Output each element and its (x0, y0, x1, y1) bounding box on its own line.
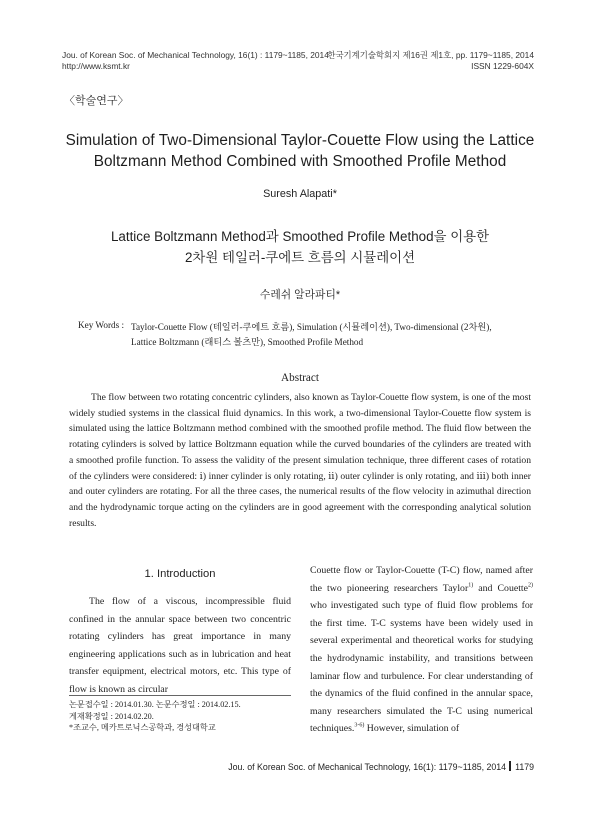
body-text: who investigated such type of fluid flow problems for the first time. T-C systems have been widely used in several experimental and theoretical works for studying the hydrodynamic instability, and transitions between laminar flow and turbulence. For clear understanding of the dynamics of the fluid confined in the annular space, many researchers simulated the T-C using numerical techniques. (310, 600, 533, 735)
journal-url[interactable]: http://www.ksmt.kr (62, 61, 130, 71)
footnotes (69, 699, 309, 734)
reference-citation[interactable]: 2) (528, 582, 533, 589)
running-header-left (62, 50, 329, 72)
page-number: 1179 (515, 762, 534, 772)
keywords-list (131, 320, 531, 350)
section-tag: 〈학술연구〉 (64, 95, 129, 107)
footer-journal: Jou. of Korean Soc. of Mechanical Technology, 16(1): 1179~1185, 2014 (228, 762, 507, 772)
reference-citation[interactable]: 3-6) (354, 723, 365, 730)
footnote-divider (69, 695, 291, 696)
footer-separator (509, 761, 511, 771)
paper-title-korean (50, 226, 550, 268)
author-english (0, 188, 600, 200)
introduction-paragraph-left: The flow of a viscous, incompressible fluid confined in the annular space between two concentric rotating cylinders has great importance in many engineering applications such as in lubrication and heat transfer equipment, electrical motors, etc. This type of flow is known as circular (69, 596, 291, 695)
reference-citation[interactable]: 1) (468, 582, 474, 589)
footnote-affiliation: *조교수, 메카트로닉스공학과, 경성대학교 (69, 723, 216, 732)
author-name: Suresh Alapati (263, 188, 333, 200)
abstract-body: The flow between two rotating concentric cylinders, also known as Taylor-Couette flow system, is one of the most widely studied systems in the classical fluid dynamics. In this work, a two-dimensional Taylor-Couette flow system is simulated using the lattice Boltzmann method combined with the smoothed profile method. The fluid flow between the rotating cylinders is solved by lattice Boltzmann equation while the curved boundaries of the cylinders are treated with a smoothed profile function. To assess the validity of the present simulation technique, three different cases of rotation of the cylinders were considered: ⅰ) inner cylinder is only rotating, ⅱ) outer cylinder is only rotating, and ⅲ) both inner and outer cylinders are rotating. For all the three cases, the numerical results of the flow velocity in azimuthal direction and the hydrodynamic torque acting on the cylinders are in good agreement with the corresponding analytical solution results. (69, 392, 531, 529)
title-line: Lattice Boltzmann Method과 Smoothed Profile Method을 이용한 (110, 229, 490, 244)
journal-citation: Jou. of Korean Soc. of Mechanical Technology, 16(1) : 1179~1185, 2014 (62, 50, 329, 60)
paper-title-english (50, 130, 550, 172)
author-mark: * (332, 188, 337, 200)
author-name: 수레쉬 알라파티 (259, 289, 336, 301)
author-korean (0, 287, 600, 302)
footnote-accepted: 게재확정일 : 2014.02.20. (69, 711, 154, 721)
body-text: Couette flow or Taylor-Couette (T-C) flow, named after the two pioneering researchers Taylor (310, 565, 533, 594)
body-text: and Couette (473, 582, 528, 594)
issn: ISSN 1229-604X (471, 61, 534, 71)
section-heading-introduction: 1. Introduction (144, 568, 216, 580)
keywords-label: Key Words : (78, 320, 125, 330)
title-line: Simulation of Two-Dimensional Taylor-Couette Flow using the Lattice (65, 132, 535, 149)
keywords-line: Taylor-Couette Flow (테일러-쿠에트 흐름), Simulation (시뮬레이션), Two-dimensional (2차원), (131, 322, 492, 332)
title-line: 2차원 테일러-쿠에트 흐름의 시뮬레이션 (184, 250, 416, 265)
introduction-paragraph-right (310, 562, 533, 738)
author-mark: * (335, 289, 341, 301)
title-line: Boltzmann Method Combined with Smoothed Profile Method (93, 153, 507, 170)
running-header-right (327, 50, 534, 72)
keywords-line: Lattice Boltzmann (래티스 볼츠만), Smoothed Profile Method (131, 337, 364, 347)
body-text: However, simulation of (364, 723, 460, 735)
abstract-heading: Abstract (281, 372, 319, 384)
footnote-dates: 논문접수일 : 2014.01.30. 논문수정일 : 2014.02.15. (69, 700, 241, 709)
journal-citation-korean: 한국기계기술학회지 제16권 제1호, pp. 1179~1185, 2014 (327, 50, 534, 60)
page-footer (228, 761, 534, 772)
